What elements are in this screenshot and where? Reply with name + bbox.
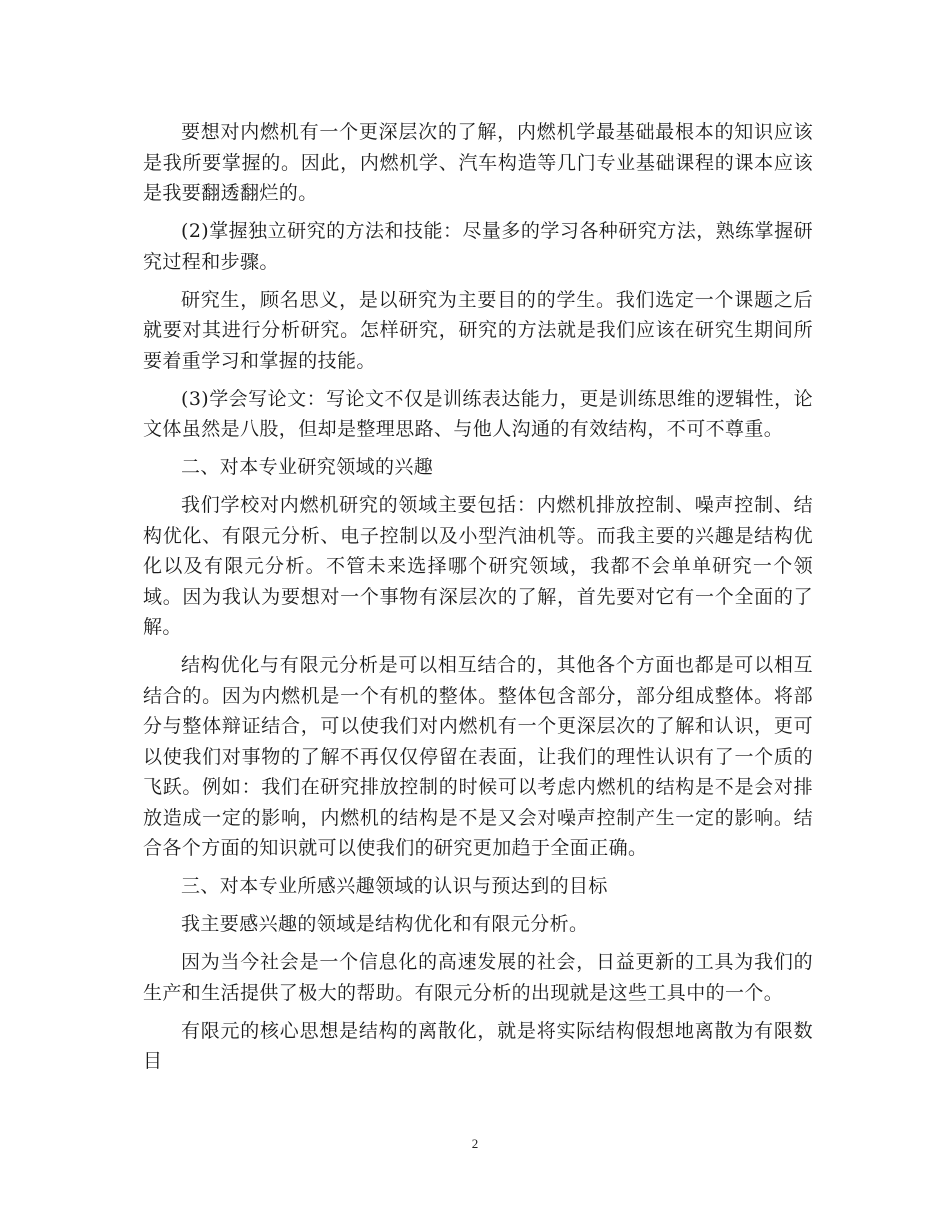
paragraph: 研究生，顾名思义，是以研究为主要目的的学生。我们选定一个课题之后就要对其进行分析研究。怎样研究，研究的方法就是我们应该在研究生期间所要着重学习和掌握的技能。 [143, 288, 813, 372]
paragraph: 要想对内燃机有一个更深层次的了解，内燃机学最基础最根本的知识应该是我所要掌握的。因此，内燃机学、汽车构造等几门专业基础课程的课本应该是我要翻透翻烂的。 [143, 121, 813, 204]
paragraph: (3)学会写论文：写论文不仅是训练表达能力，更是训练思维的逻辑性，论文体虽然是八股，但却是整理思路、与他人沟通的有效结构，不可不尊重。 [143, 387, 813, 440]
paragraph: 有限元的核心思想是结构的离散化，就是将实际结构假想地离散为有限数目 [143, 1019, 813, 1072]
section-heading: 二、对本专业研究领域的兴趣 [181, 456, 434, 478]
paragraph: 我们学校对内燃机研究的领域主要包括：内燃机排放控制、噪声控制、结构优化、有限元分析、电子控制以及小型汽油机等。而我主要的兴趣是结构优化以及有限元分析。不管未来选择哪个研究领域，我都不会单单研究一个领域。因为我认为要想对一个事物有深层次的了解，首先要对它有一个全面的了解。 [143, 494, 813, 638]
paragraph: 我主要感兴趣的领域是结构优化和有限元分析。 [181, 913, 589, 935]
paragraph: 因为当今社会是一个信息化的高速发展的社会，日益更新的工具为我们的生产和生活提供了极大的帮助。有限元分析的出现就是这些工具中的一个。 [143, 951, 813, 1004]
document-body [143, 117, 813, 1084]
section-heading: 三、对本专业所感兴趣领域的认识与预达到的目标 [181, 875, 608, 897]
page-number: 2 [471, 1136, 479, 1151]
paragraph: 结构优化与有限元分析是可以相互结合的，其他各个方面也都是可以相互结合的。因为内燃机是一个有机的整体。整体包含部分，部分组成整体。将部分与整体辩证结合，可以使我们对内燃机有一个更深层次的了解和认识，更可以使我们对事物的了解不再仅仅停留在表面，让我们的理性认识有了一个质的飞跃。例如：我们在研究排放控制的时候可以考虑内燃机的结构是不是会对排放造成一定的影响，内燃机的结构是不是又会对噪声控制产生一定的影响。结合各个方面的知识就可以使我们的研究更加趋于全面正确。 [143, 654, 813, 859]
paragraph: (2)掌握独立研究的方法和技能：尽量多的学习各种研究方法，熟练掌握研究过程和步骤。 [143, 220, 813, 273]
